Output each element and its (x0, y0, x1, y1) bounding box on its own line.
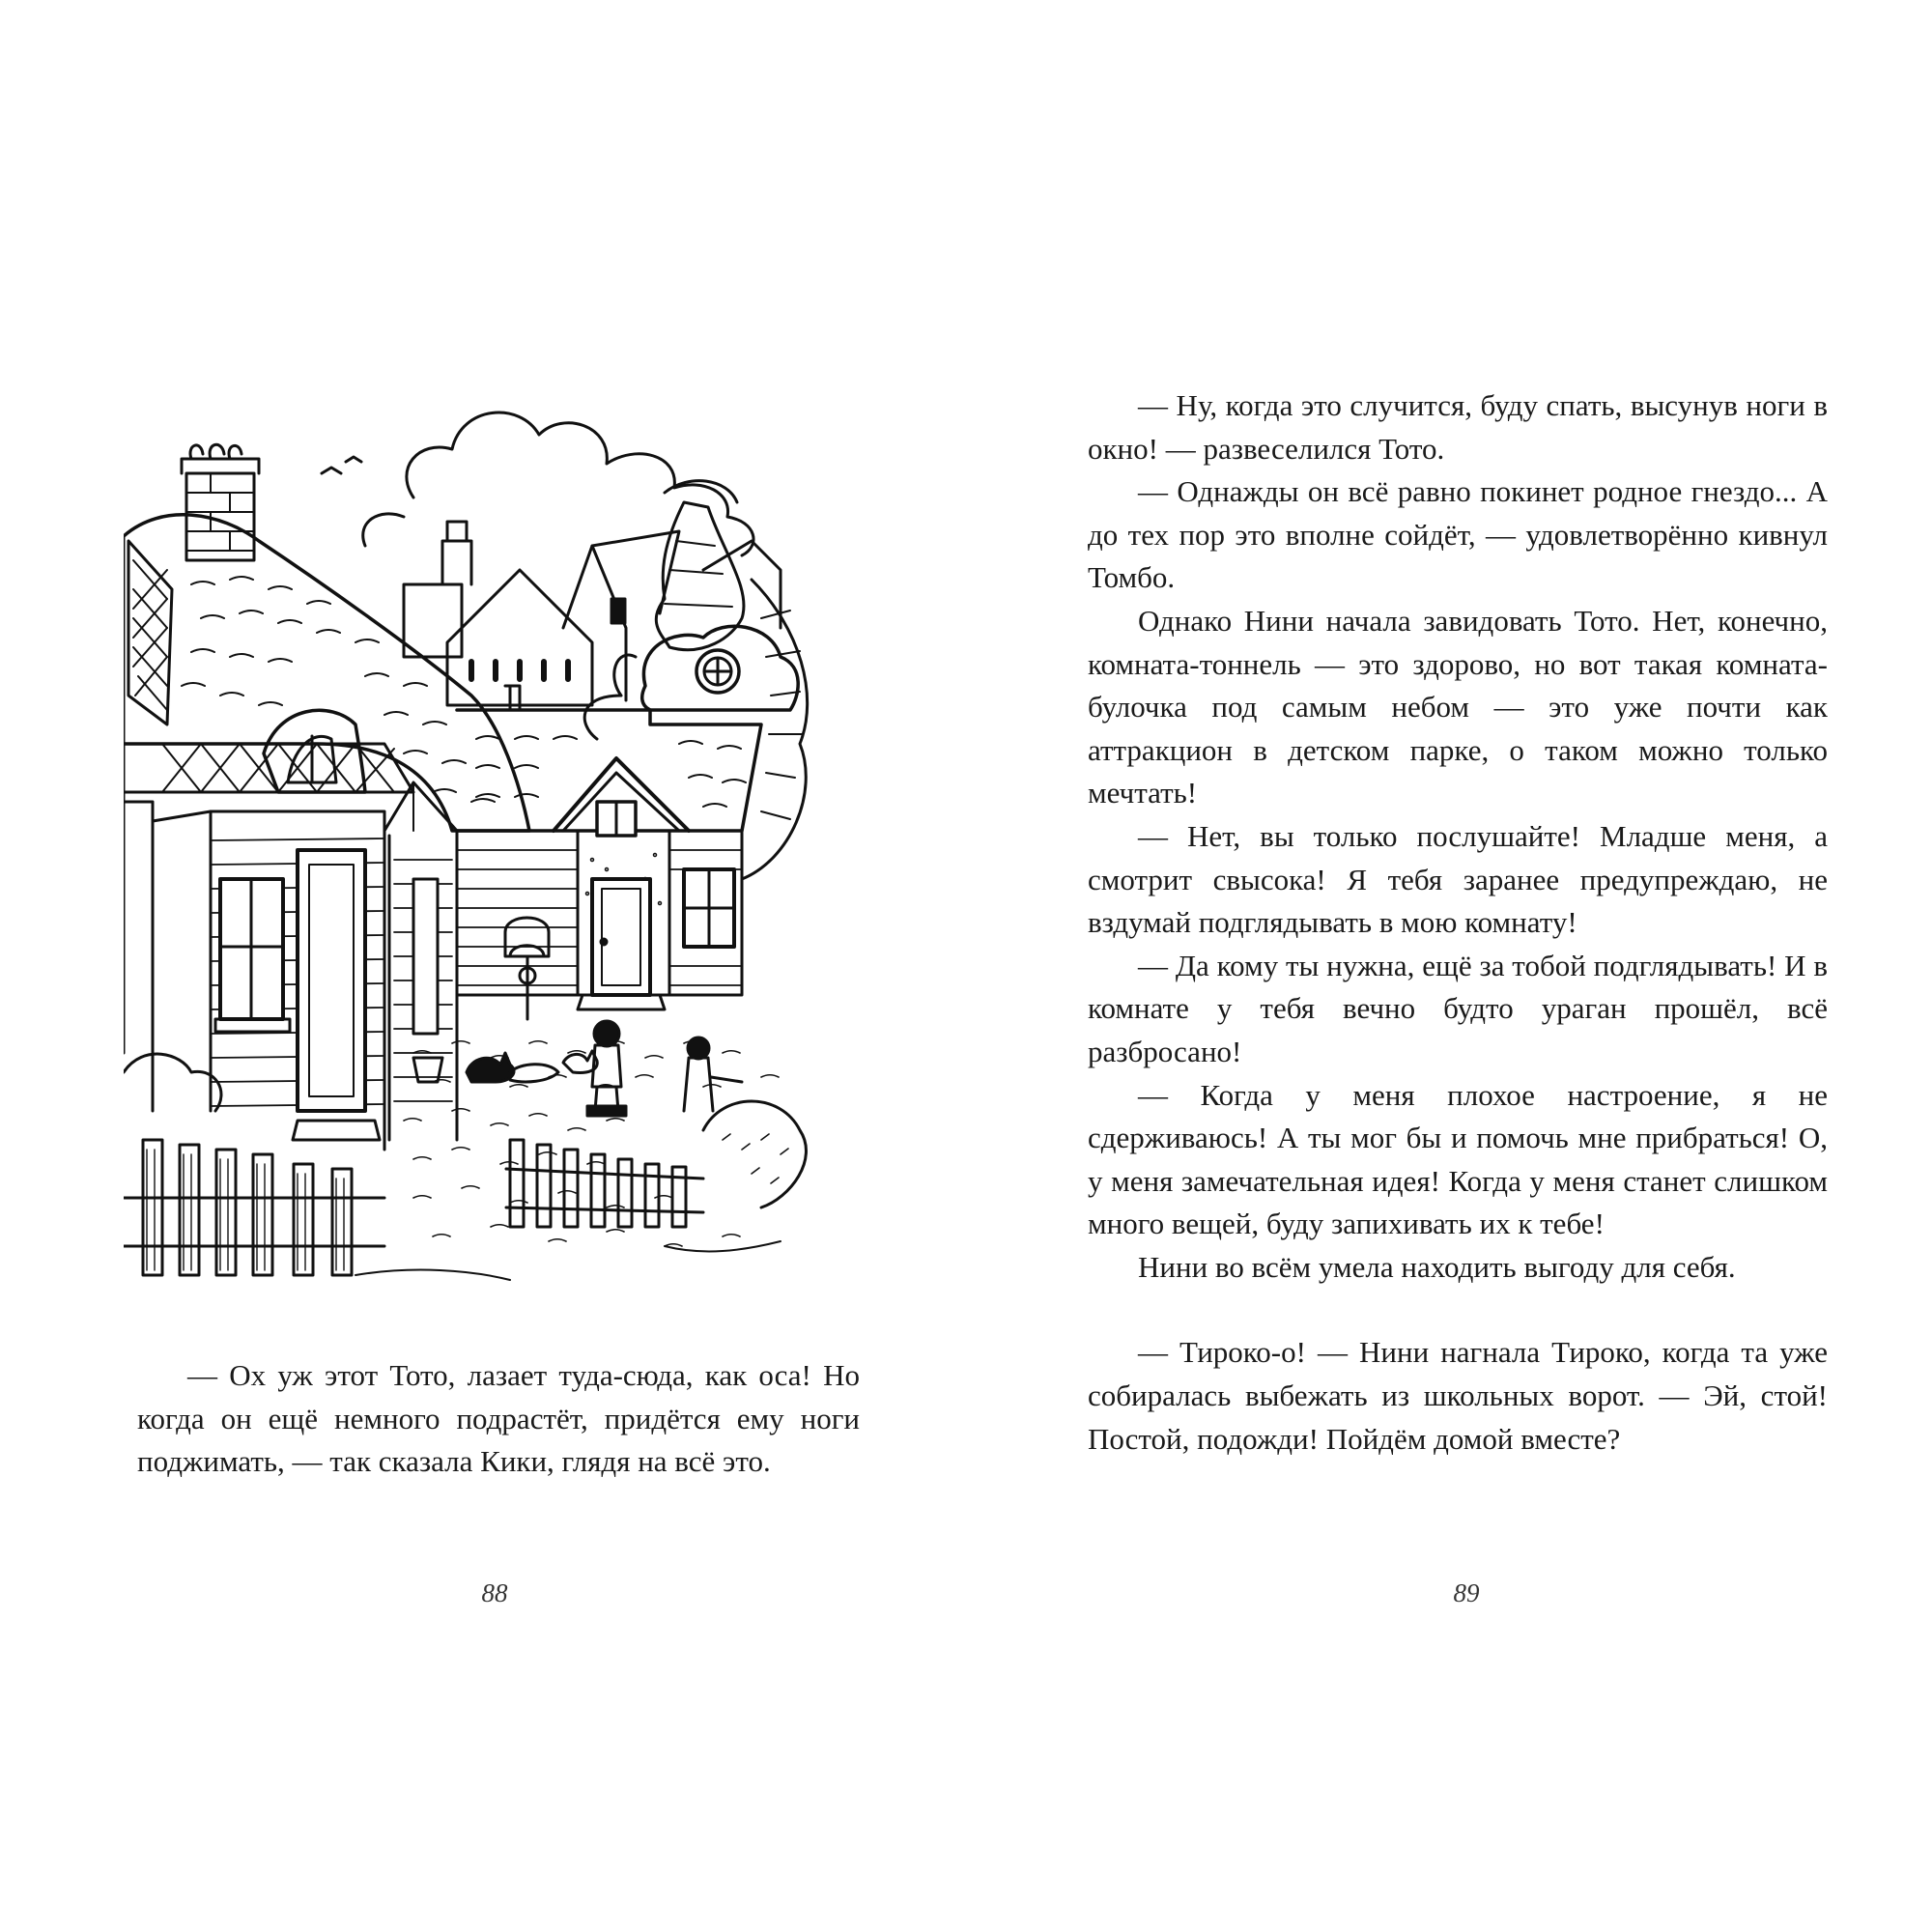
village-houses-illustration (124, 377, 872, 1294)
page-number-left: 88 (481, 1578, 508, 1607)
paragraph: — Однажды он всё равно покинет родное гнездо... А до тех пор это вполне сойдёт, — удовлетворённо кивнул Томбо. (1088, 474, 1828, 595)
paragraph: — Когда у меня плохое настроение, я не сдерживаюсь! А ты мог бы и помочь мне прибраться! О, у меня замечательная идея! Когда у меня станет слишком много вещей, буду запихивать их к тебе! (1088, 1077, 1828, 1241)
right-page (966, 0, 1932, 1932)
paragraph: — Да кому ты нужна, ещё за тобой подглядывать! И в комнате у тебя вечно будто ураган прошёл, всё разбросано! (1088, 948, 1828, 1068)
right-page-text (1088, 384, 1828, 1461)
page-number-right: 89 (1453, 1578, 1480, 1607)
paragraph: — Ох уж этот Тото, лазает туда-сюда, как оса! Но когда он ещё немного подрастёт, придётся ему ноги поджимать, — так сказала Кики, глядя на всё это. (137, 1358, 860, 1479)
left-page-text (137, 1354, 860, 1484)
paragraph: — Нет, вы только послушайте! Младше меня, а смотрит свысока! Я тебя заранее предупреждаю, не вздумай подглядывать в мою комнату! (1088, 818, 1828, 940)
paragraph: — Ну, когда это случится, буду спать, высунув ноги в окно! — развеселился Тото. (1088, 388, 1828, 466)
paragraph: Нини во всём умела находить выгоду для себя. (1138, 1249, 1736, 1284)
paragraph: Однако Нини начала завидовать Тото. Нет, конечно, комната-тоннель — это здорово, но вот такая комната-булочка под самым небом — это уже почти как аттракцион в детском парке, о таком можно только мечтать! (1088, 603, 1828, 810)
paragraph: — Тироко-о! — Нини нагнала Тироко, когда та уже собиралась выбежать из школьных ворот. — Эй, стой! Постой, подожди! Пойдём домой вместе? (1088, 1335, 1828, 1456)
